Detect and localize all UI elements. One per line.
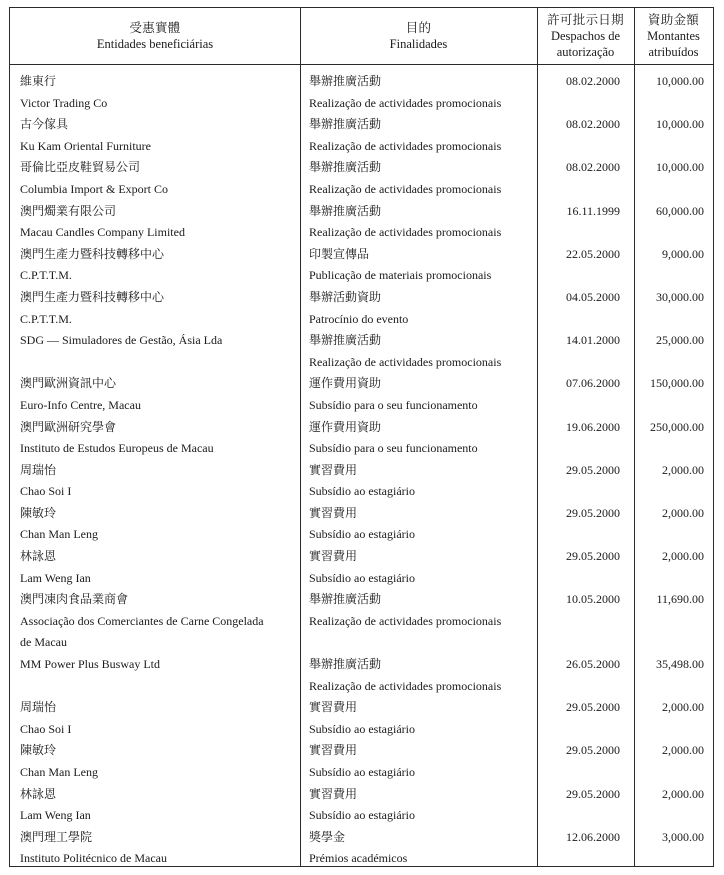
table-row (10, 352, 713, 374)
header-purposes-zh: 目的 (405, 21, 432, 35)
table-row (10, 179, 713, 201)
table-row (10, 395, 713, 417)
beneficiary-cell: MM Power Plus Busway Ltd (20, 657, 161, 672)
purpose-cell: 運作費用資助 (309, 376, 382, 391)
date-cell: 04.05.2000 (566, 289, 620, 304)
header-dispatch-date-pt1: Despachos de (550, 29, 621, 43)
header-divider (10, 64, 713, 65)
date-cell: 29.05.2000 (566, 505, 620, 520)
table-row (10, 740, 713, 762)
purpose-cell: Patrocínio do evento (309, 311, 409, 326)
amount-cell: 60,000.00 (656, 203, 704, 218)
purpose-cell: 實習費用 (309, 743, 358, 758)
beneficiary-cell: C.P.T.T.M. (20, 268, 72, 283)
table-row (10, 784, 713, 806)
date-cell: 10.05.2000 (566, 592, 620, 607)
table-row (10, 676, 713, 698)
date-cell: 07.06.2000 (566, 376, 620, 391)
date-cell: 16.11.1999 (566, 203, 620, 218)
purpose-cell: Realização de actividades promocionais (309, 181, 502, 196)
purpose-cell: Subsídio para o seu funcionamento (309, 397, 478, 412)
purpose-cell: 實習費用 (309, 549, 358, 564)
beneficiary-cell: Columbia Import & Export Co (20, 181, 168, 196)
beneficiary-cell: 林詠恩 (20, 549, 57, 564)
amount-cell: 3,000.00 (662, 829, 704, 844)
amount-cell: 10,000.00 (656, 117, 704, 132)
purpose-cell: 舉辦推廣活動 (309, 203, 382, 218)
table-row (10, 827, 713, 849)
table-row (10, 157, 713, 179)
header-dispatch-date-pt2: autorização (556, 45, 615, 59)
amount-cell: 2,000.00 (662, 743, 704, 758)
beneficiary-cell: 古今傢具 (20, 117, 69, 132)
date-cell: 29.05.2000 (566, 549, 620, 564)
amount-cell: 10,000.00 (656, 74, 704, 88)
purpose-cell: 舉辦推廣活動 (309, 333, 382, 348)
purpose-cell: Realização de actividades promocionais (309, 678, 502, 693)
header-amounts-pt2: atribuídos (648, 45, 699, 59)
purpose-cell: Subsídio ao estagiário (309, 808, 415, 823)
purpose-cell: Realização de actividades promocionais (309, 95, 502, 110)
beneficiary-cell: 哥倫比亞皮鞋貿易公司 (20, 160, 141, 175)
header-purposes (300, 8, 537, 64)
purpose-cell: Subsídio ao estagiário (309, 484, 415, 499)
table-row (10, 265, 713, 287)
beneficiary-cell: 澳門凍肉食品業商會 (20, 592, 129, 607)
beneficiary-cell: Euro-Info Centre, Macau (20, 397, 141, 412)
purpose-cell: Subsídio ao estagiário (309, 570, 415, 585)
table-row (10, 71, 713, 93)
table-row (10, 503, 713, 525)
amount-cell: 35,498.00 (656, 657, 704, 672)
beneficiary-cell: Associação dos Comerciantes de Carne Congelada (20, 613, 264, 628)
table-row (10, 524, 713, 546)
purpose-cell: Realização de actividades promocionais (309, 613, 502, 628)
table-row (10, 719, 713, 741)
purpose-cell: 舉辦推廣活動 (309, 592, 382, 607)
beneficiary-cell: Ku Kam Oriental Furniture (20, 138, 151, 153)
amount-cell: 30,000.00 (656, 289, 704, 304)
date-cell: 29.05.2000 (566, 462, 620, 477)
beneficiary-cell: Chao Soi I (20, 721, 72, 736)
header-dispatch-date-zh: 許可批示日期 (547, 13, 624, 27)
purpose-cell: 舉辦推廣活動 (309, 160, 382, 175)
date-cell: 29.05.2000 (566, 700, 620, 715)
table-row (10, 438, 713, 460)
table-row (10, 244, 713, 266)
beneficiary-cell: C.P.T.T.M. (20, 311, 72, 326)
purpose-cell: 舉辦推廣活動 (309, 74, 382, 88)
amount-cell: 2,000.00 (662, 786, 704, 801)
table-row (10, 632, 713, 654)
purpose-cell: 運作費用資助 (309, 419, 382, 434)
purpose-cell: Realização de actividades promocionais (309, 225, 502, 240)
table-row (10, 309, 713, 331)
beneficiary-cell: 陳敏玲 (20, 505, 57, 520)
purpose-cell: Prémios académicos (309, 851, 408, 866)
purpose-cell: 實習費用 (309, 700, 358, 715)
amount-cell: 11,690.00 (656, 592, 704, 607)
date-cell: 08.02.2000 (566, 74, 620, 88)
purpose-cell: Subsídio ao estagiário (309, 721, 415, 736)
table-row (10, 481, 713, 503)
purpose-cell: 舉辦活動資助 (309, 289, 382, 304)
date-cell: 14.01.2000 (566, 333, 620, 348)
header-beneficiaries-zh: 受惠實體 (129, 21, 181, 35)
date-cell: 08.02.2000 (566, 117, 620, 132)
table-row (10, 848, 713, 870)
table-row (10, 114, 713, 136)
header-dispatch-date (537, 8, 634, 64)
table-row (10, 136, 713, 158)
header-purposes-pt: Finalidades (389, 37, 448, 51)
date-cell: 19.06.2000 (566, 419, 620, 434)
beneficiary-cell: 維東行 (20, 74, 57, 88)
table-row (10, 805, 713, 827)
date-cell: 22.05.2000 (566, 246, 620, 261)
purpose-cell: Publicação de materiais promocionais (309, 268, 492, 283)
purpose-cell: Realização de actividades promocionais (309, 138, 502, 153)
beneficiary-cell: Chan Man Leng (20, 527, 98, 542)
beneficiary-cell: 澳門生產力暨科技轉移中心 (20, 246, 165, 261)
table-row (10, 460, 713, 482)
date-cell: 26.05.2000 (566, 657, 620, 672)
beneficiary-cell: SDG — Simuladores de Gestão, Ásia Lda (20, 333, 223, 348)
beneficiary-cell: 陳敏玲 (20, 743, 57, 758)
amount-cell: 9,000.00 (662, 246, 704, 261)
subsidy-table (9, 7, 714, 867)
amount-cell: 2,000.00 (662, 462, 704, 477)
beneficiary-cell: Instituto de Estudos Europeus de Macau (20, 441, 214, 456)
table-body (10, 71, 713, 870)
table-row (10, 697, 713, 719)
date-cell: 12.06.2000 (566, 829, 620, 844)
purpose-cell: 實習費用 (309, 462, 358, 477)
amount-cell: 150,000.00 (650, 376, 704, 391)
purpose-cell: Subsídio ao estagiário (309, 527, 415, 542)
table-row (10, 611, 713, 633)
table-row (10, 373, 713, 395)
table-row (10, 589, 713, 611)
purpose-cell: Subsídio ao estagiário (309, 765, 415, 779)
purpose-cell: Subsídio para o seu funcionamento (309, 441, 478, 456)
purpose-cell: 實習費用 (309, 786, 358, 801)
beneficiary-cell: de Macau (20, 635, 67, 650)
table-row (10, 568, 713, 590)
beneficiary-cell: 周瑞怡 (20, 462, 57, 477)
amount-cell: 2,000.00 (662, 549, 704, 564)
table-row (10, 762, 713, 784)
table-row (10, 654, 713, 676)
beneficiary-cell: 澳門理工學院 (20, 829, 93, 844)
table-row (10, 330, 713, 352)
purpose-cell: 獎學金 (309, 829, 346, 844)
table-row (10, 417, 713, 439)
date-cell: 29.05.2000 (566, 743, 620, 758)
beneficiary-cell: 澳門生產力暨科技轉移中心 (20, 289, 165, 304)
beneficiary-cell: Lam Weng Ian (20, 570, 91, 585)
header-amounts-zh: 資助金額 (647, 13, 700, 27)
purpose-cell: 舉辦推廣活動 (309, 117, 382, 132)
beneficiary-cell: Victor Trading Co (20, 95, 108, 110)
header-beneficiaries-pt: Entidades beneficiárias (96, 37, 214, 51)
beneficiary-cell: Macau Candles Company Limited (20, 225, 185, 240)
table-row (10, 201, 713, 223)
amount-cell: 2,000.00 (662, 700, 704, 715)
amount-cell: 250,000.00 (650, 419, 704, 434)
amount-cell: 2,000.00 (662, 505, 704, 520)
amount-cell: 10,000.00 (656, 160, 704, 175)
table-row (10, 287, 713, 309)
beneficiary-cell: Instituto Politécnico de Macau (20, 851, 167, 866)
header-beneficiaries (10, 8, 300, 64)
purpose-cell: 實習費用 (309, 505, 358, 520)
header-amounts (634, 8, 713, 64)
beneficiary-cell: Chao Soi I (20, 484, 72, 499)
purpose-cell: Realização de actividades promocionais (309, 354, 502, 369)
header-amounts-pt1: Montantes (647, 29, 700, 43)
beneficiary-cell: 澳門歐洲研究學會 (20, 419, 117, 434)
date-cell: 08.02.2000 (566, 160, 620, 175)
amount-cell: 25,000.00 (656, 333, 704, 348)
beneficiary-cell: 澳門歐洲資訊中心 (20, 376, 117, 391)
purpose-cell: 舉辦推廣活動 (309, 657, 382, 672)
table-row (10, 222, 713, 244)
table-row (10, 93, 713, 115)
purpose-cell: 印製宣傳品 (309, 246, 370, 261)
beneficiary-cell: Lam Weng Ian (20, 808, 91, 823)
beneficiary-cell: Chan Man Leng (20, 765, 98, 779)
beneficiary-cell: 澳門燭業有限公司 (20, 203, 117, 218)
date-cell: 29.05.2000 (566, 786, 620, 801)
beneficiary-cell: 林詠恩 (20, 786, 57, 801)
beneficiary-cell: 周瑞怡 (20, 700, 57, 715)
table-row (10, 546, 713, 568)
